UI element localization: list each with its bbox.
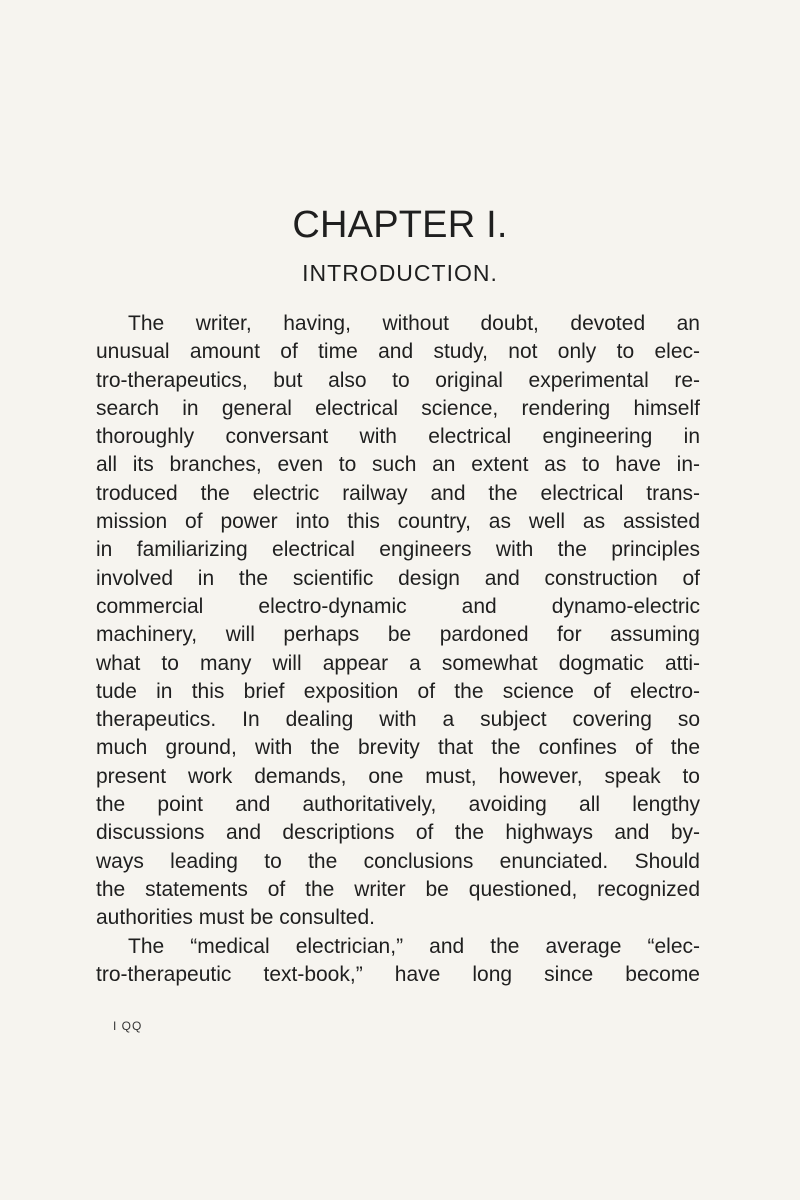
text-line: present work demands, one must, however, speak to (96, 764, 700, 788)
text-line: discussions and descriptions of the highways and by- (96, 821, 700, 845)
text-line: tro-therapeutics, but also to original experimental re- (96, 368, 700, 392)
text-line: troduced the electric railway and the electrical trans- (96, 481, 700, 505)
text-line: tude in this brief exposition of the science of electro- (96, 679, 700, 703)
text-line: involved in the scientific design and construction of (96, 566, 700, 590)
text-line: much ground, with the brevity that the confines of the (96, 736, 700, 760)
text-line: machinery, will perhaps be pardoned for assuming (96, 623, 700, 647)
text-line: what to many will appear a somewhat dogmatic atti- (96, 651, 700, 675)
text-line: therapeutics. In dealing with a subject covering so (96, 708, 700, 732)
text-line: thoroughly conversant with electrical engineering in (96, 425, 700, 449)
signature-mark: I QQ (113, 1019, 143, 1033)
text-line: the point and authoritatively, avoiding all lengthy (96, 793, 700, 817)
text-line: in familiarizing electrical engineers with the principles (96, 538, 700, 562)
text-line: The “medical electrician,” and the average “elec- (128, 934, 700, 958)
text-line: mission of power into this country, as well as assisted (96, 510, 700, 534)
section-title: INTRODUCTION. (302, 260, 498, 286)
text-line: authorities must be consulted. (96, 906, 375, 930)
text-line: tro-therapeutic text-book,” have long since become (96, 962, 700, 986)
text-line: search in general electrical science, rendering himself (96, 396, 700, 420)
text-line: all its branches, even to such an extent as to have in- (96, 453, 700, 477)
chapter-title: CHAPTER I. (292, 204, 508, 246)
text-line: ways leading to the conclusions enunciated. Should (96, 849, 700, 873)
text-line: The writer, having, without doubt, devoted an (128, 312, 700, 335)
text-line: unusual amount of time and study, not only to elec- (96, 340, 700, 364)
body-text (96, 310, 700, 989)
text-line: the statements of the writer be questioned, recognized (96, 877, 700, 901)
text-line: commercial electro-dynamic and dynamo-electric (96, 594, 700, 618)
